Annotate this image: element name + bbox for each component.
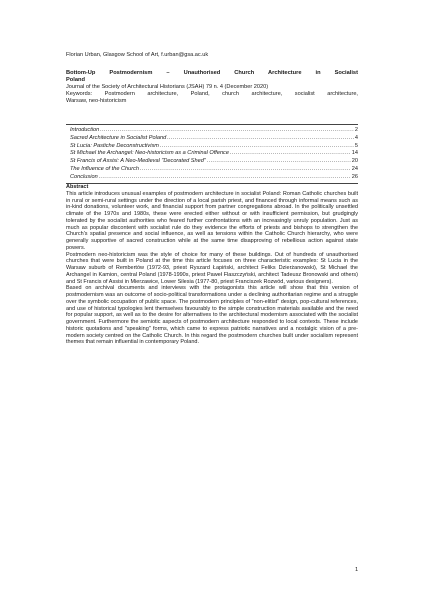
page-number: 1 xyxy=(355,567,359,573)
toc-entry[interactable] xyxy=(66,143,358,151)
journal-citation: Journal of the Society of Architectural Historians (JSAH) 79 n. 4 (December 2020) xyxy=(66,84,269,90)
toc-entry-page: 20 xyxy=(351,158,358,165)
article-meta xyxy=(66,84,358,105)
toc-entry-page: 24 xyxy=(351,165,358,172)
keywords-line-1: Keywords: Postmodern architecture, Poland, church architecture, socialist architecture, xyxy=(66,91,358,97)
abstract-heading: Abstract xyxy=(66,184,89,190)
toc-entry[interactable] xyxy=(66,135,358,143)
toc-leader-dots xyxy=(99,174,351,182)
abstract-paragraph: Based on archival documents and interviews with the protagonists this article will show that this version of postmodernism was an outcome of socio-political transformations under a declining authoritarian regime and a struggle over the symbolic occupation of public space. The postmodern principles of "non-elitist" design, pop-cultural references, and use of historical typologies lent themselves favourably to the simple construction materials available and the need for popular support, as well as to the desire for alternatives to the architectural modernism associated with the socialist government. Furthermore the semiotic aspects of postmodern architecture responded to local contexts. These include historic quotations and "speaking" forms, which came to express patriotic narratives and a nostalgic vision of a pre-modern society centred on the Catholic Church. In this regard the postmodern churches built under socialism represent themes that remain influential in contemporary Poland. xyxy=(66,285,358,346)
author-line: Florian Urban, Glasgow School of Art, f.urban@gsa.ac.uk xyxy=(66,52,209,58)
toc-entry-label: Conclusion xyxy=(70,173,98,180)
toc-entry-label: The Influence of the Church xyxy=(70,165,140,172)
title-line-2: Poland xyxy=(66,77,85,83)
toc-entry-page: 5 xyxy=(354,142,358,149)
table-of-contents xyxy=(66,124,358,184)
keywords-line-2: Warsaw, neo-historicism xyxy=(66,98,127,104)
toc-leader-dots xyxy=(230,150,351,158)
article-title xyxy=(66,70,358,84)
toc-entry-page: 26 xyxy=(351,173,358,180)
toc-entry-label: St Francis of Assisi: A Neo-Medieval "Decorated Shed" xyxy=(70,158,206,165)
toc-entry[interactable] xyxy=(66,158,358,166)
toc-leader-dots xyxy=(140,166,351,174)
toc-entry-page: 14 xyxy=(351,150,358,157)
toc-entry-label: St Michael the Archangel: Neo-historicism as a Criminal Offence xyxy=(70,150,229,157)
toc-entry[interactable] xyxy=(66,174,358,182)
toc-leader-dots xyxy=(100,127,354,135)
toc-entry-page: 4 xyxy=(354,134,358,141)
toc-leader-dots xyxy=(207,158,351,166)
abstract-paragraph: Postmodern neo-historicism was the style of choice for many of these buildings. Out of hundreds of unauthorised churches that were built in Poland at the time this article focuses on three characteristic examples: St Lucia in the Warsaw suburb of Rembertów (1972-93, priest Ryszard Łapiński, architect Feliks Dzierżanowski), St Michael the Archangel in Kamion, central Poland (1978-1990s, priest Paweł Flaszczyński, architect Tadeusz Bronowski and others) and St Francis of Assisi in Mierzawice, Lower Silesia (1977-80, priest Franciszek Rozwód, various designers). xyxy=(66,251,358,285)
title-line-1: Bottom-Up Postmodernism – Unauthorised Church Architecture in Socialist xyxy=(66,70,358,76)
toc-entry[interactable] xyxy=(66,150,358,158)
toc-entry-label: St Lucia: Pastiche Deconstructivism xyxy=(70,142,159,149)
toc-entry-label: Sacred Architecture in Socialist Poland xyxy=(70,134,167,141)
toc-entry-label: Introduction xyxy=(70,127,100,133)
toc-leader-dots xyxy=(160,143,354,151)
toc-entry-page: 2 xyxy=(354,127,358,133)
toc-leader-dots xyxy=(167,135,354,143)
toc-entry[interactable] xyxy=(66,127,358,135)
toc-entry[interactable] xyxy=(66,166,358,174)
abstract-paragraph: This article introduces unusual examples of postmodern architecture in socialist Poland: Roman Catholic churches built in rural or semi-rural settings under the direction of a local parish priest, and financed through informal means such as in-kind donations, volunteer work, and financial support from partner congregations abroad. In the politically unsettled climate of the 1970s and 1980s, these were erected either without or with insufficient permission, but grudgingly tolerated by the socialist authorities who feared further confrontations with an increasingly unruly population. Just as much as popular discontent with socialist rule do they evidence the efforts of priests and bishops to strengthen the Church's spatial presence and social influence, as well as tensions within the Catholic Church hierarchy, who were generally supportive of sacred construction while at the same time disapproving of rebellious action against state powers. xyxy=(66,190,358,251)
abstract-section xyxy=(66,184,358,346)
